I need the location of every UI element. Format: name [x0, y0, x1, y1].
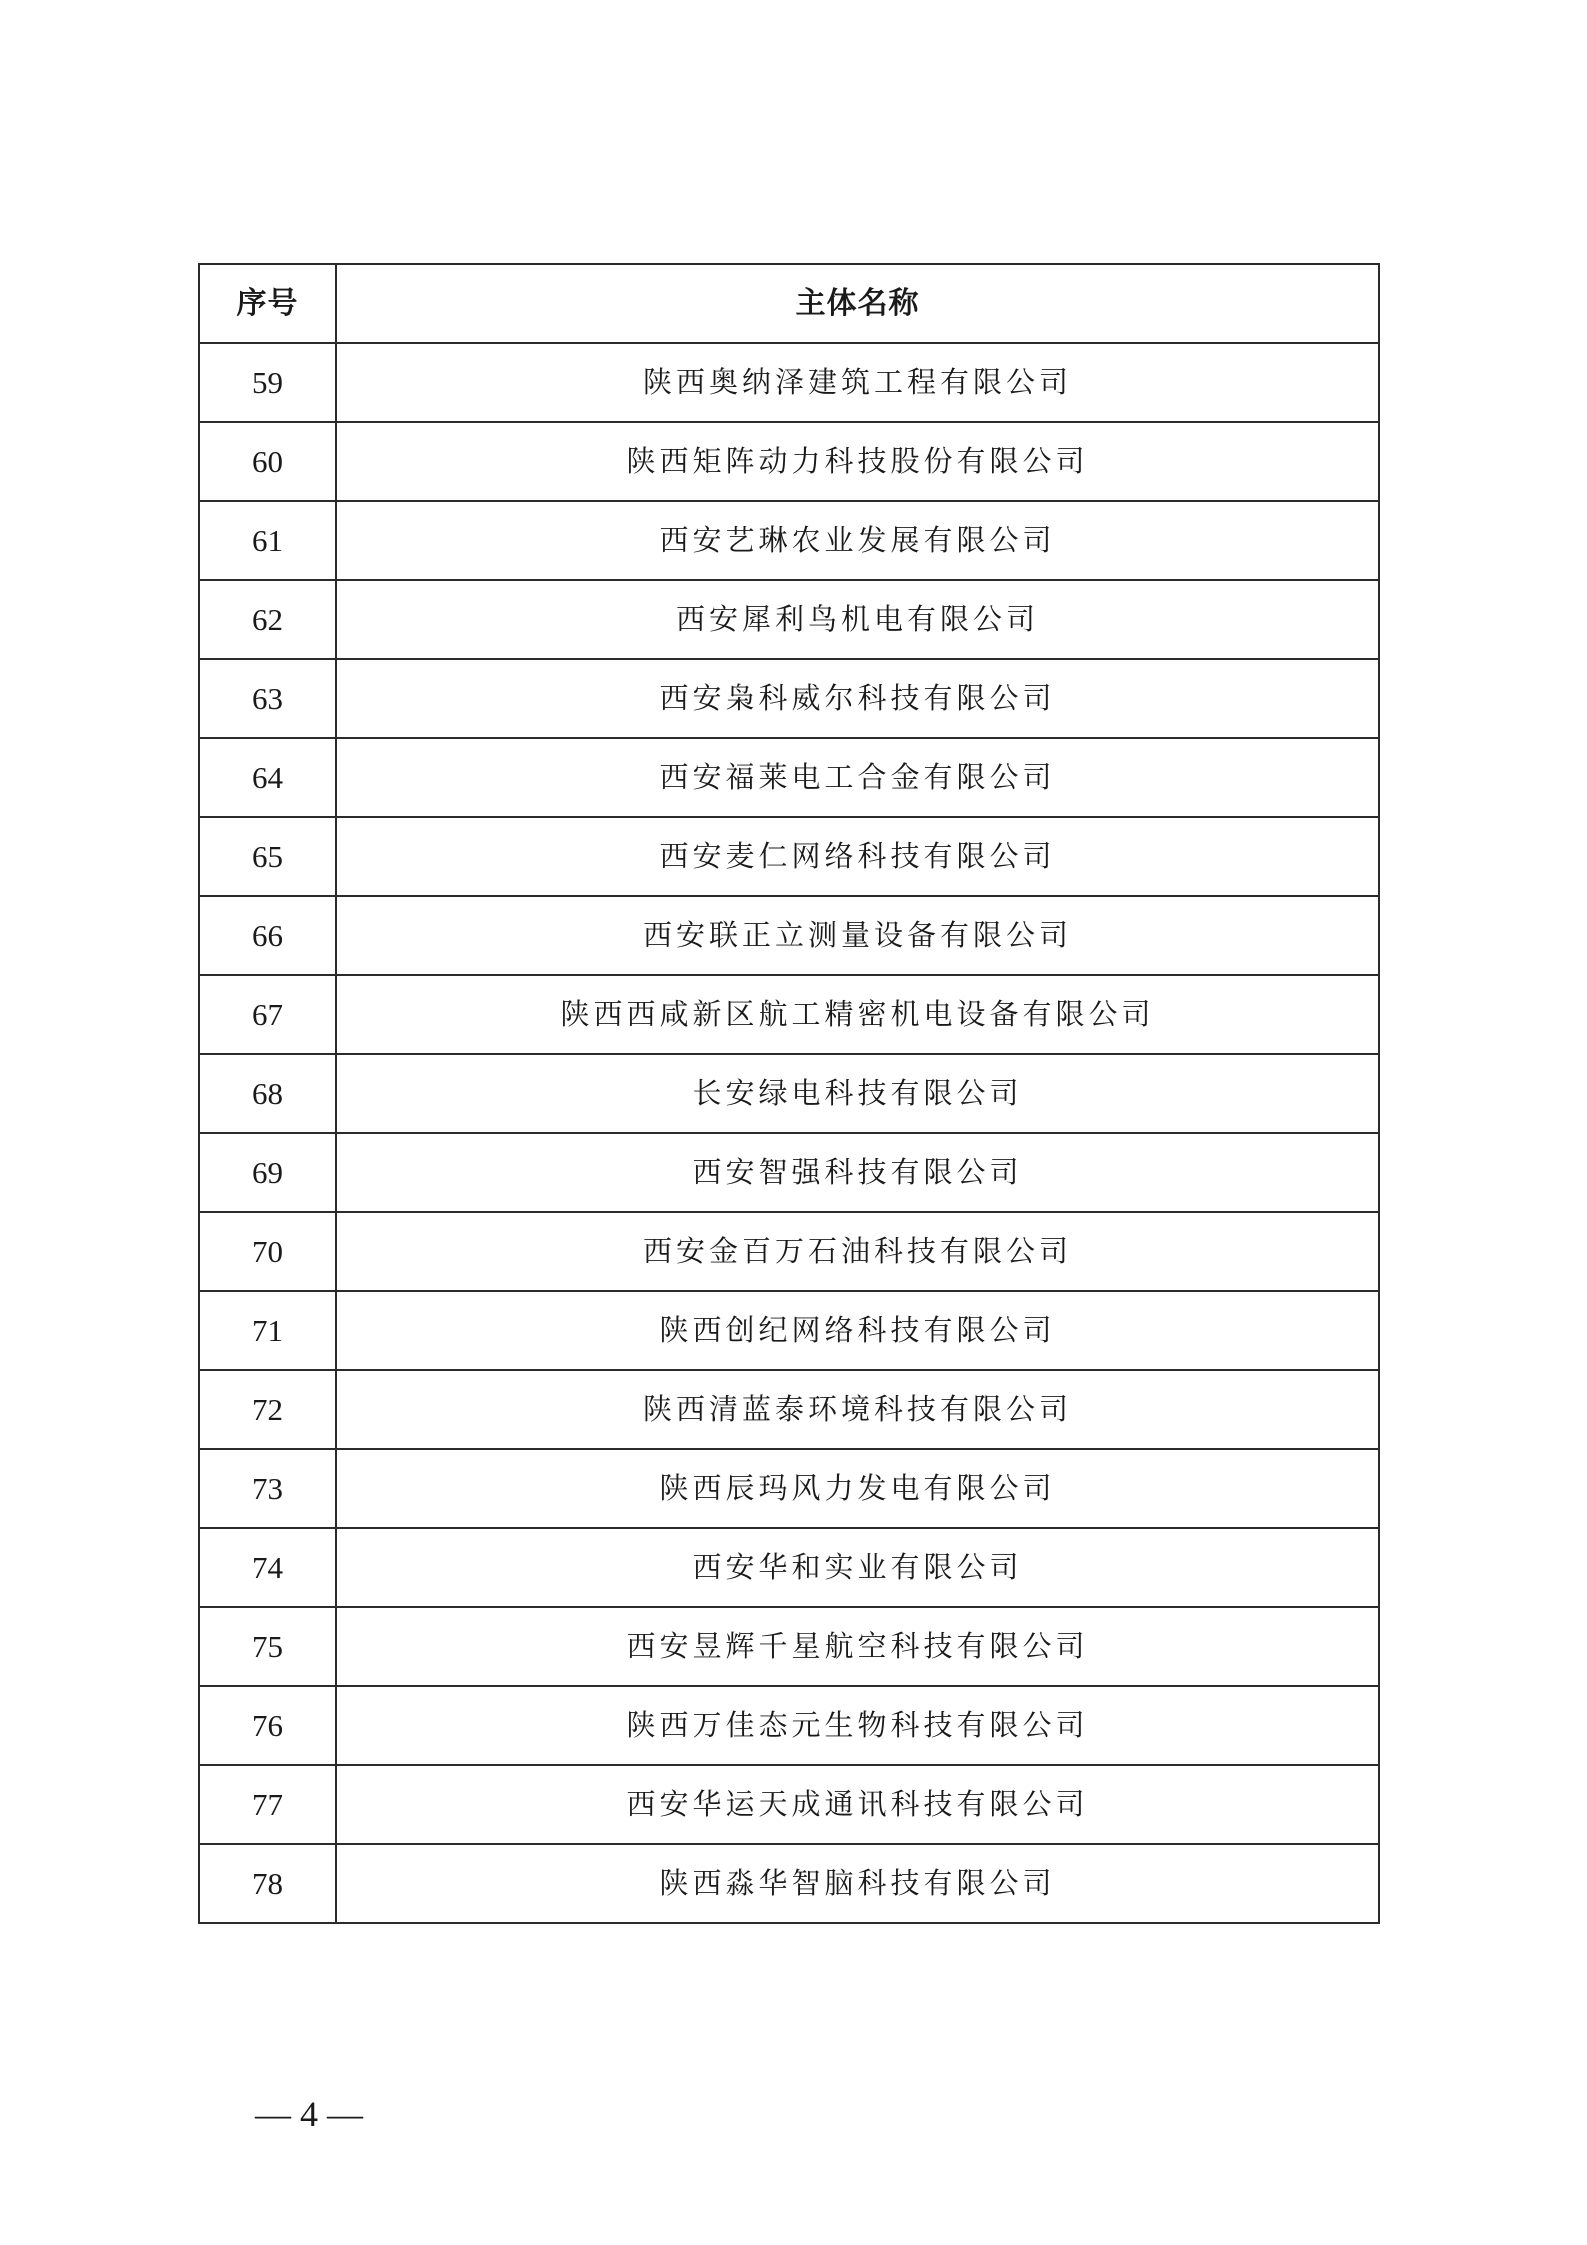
row-name: 陕西西咸新区航工精密机电设备有限公司 — [336, 975, 1379, 1054]
row-index: 74 — [199, 1528, 336, 1607]
row-index: 76 — [199, 1686, 336, 1765]
table-row — [199, 501, 1379, 580]
row-name: 长安绿电科技有限公司 — [336, 1054, 1379, 1133]
row-name: 西安犀利鸟机电有限公司 — [336, 580, 1379, 659]
row-index: 69 — [199, 1133, 336, 1212]
row-name: 陕西矩阵动力科技股份有限公司 — [336, 422, 1379, 501]
row-index: 61 — [199, 501, 336, 580]
row-index: 67 — [199, 975, 336, 1054]
row-name: 陕西辰玛风力发电有限公司 — [336, 1449, 1379, 1528]
row-name: 西安华和实业有限公司 — [336, 1528, 1379, 1607]
row-index: 63 — [199, 659, 336, 738]
row-name: 西安华运天成通讯科技有限公司 — [336, 1765, 1379, 1844]
row-name: 西安联正立测量设备有限公司 — [336, 896, 1379, 975]
row-index: 60 — [199, 422, 336, 501]
header-index: 序号 — [199, 264, 336, 343]
table-row — [199, 1528, 1379, 1607]
row-index: 64 — [199, 738, 336, 817]
table-row — [199, 422, 1379, 501]
row-name: 西安麦仁网络科技有限公司 — [336, 817, 1379, 896]
row-name: 陕西淼华智脑科技有限公司 — [336, 1844, 1379, 1923]
row-index: 71 — [199, 1291, 336, 1370]
table-row — [199, 1449, 1379, 1528]
row-index: 72 — [199, 1370, 336, 1449]
row-name: 西安艺琳农业发展有限公司 — [336, 501, 1379, 580]
table-row — [199, 1844, 1379, 1923]
table-row — [199, 1212, 1379, 1291]
table-row — [199, 343, 1379, 422]
table-row — [199, 1133, 1379, 1212]
row-name: 西安智强科技有限公司 — [336, 1133, 1379, 1212]
header-name: 主体名称 — [336, 264, 1379, 343]
row-name: 西安福莱电工合金有限公司 — [336, 738, 1379, 817]
table-row — [199, 1291, 1379, 1370]
table-row — [199, 896, 1379, 975]
table-header — [199, 264, 1379, 343]
table-row — [199, 1054, 1379, 1133]
row-index: 59 — [199, 343, 336, 422]
table-row — [199, 975, 1379, 1054]
row-name: 西安金百万石油科技有限公司 — [336, 1212, 1379, 1291]
table-row — [199, 1765, 1379, 1844]
table-row — [199, 1686, 1379, 1765]
row-index: 70 — [199, 1212, 336, 1291]
table-row — [199, 817, 1379, 896]
row-index: 66 — [199, 896, 336, 975]
header-row — [199, 264, 1379, 343]
company-list-table — [198, 263, 1380, 1924]
row-name: 陕西创纪网络科技有限公司 — [336, 1291, 1379, 1370]
row-index: 73 — [199, 1449, 336, 1528]
row-name: 陕西万佳态元生物科技有限公司 — [336, 1686, 1379, 1765]
table-row — [199, 659, 1379, 738]
row-name: 西安昱辉千星航空科技有限公司 — [336, 1607, 1379, 1686]
row-name: 西安枭科威尔科技有限公司 — [336, 659, 1379, 738]
row-index: 62 — [199, 580, 336, 659]
row-index: 78 — [199, 1844, 336, 1923]
page-number: — 4 — — [255, 2094, 363, 2134]
row-name: 陕西清蓝泰环境科技有限公司 — [336, 1370, 1379, 1449]
table-row — [199, 1607, 1379, 1686]
table-row — [199, 1370, 1379, 1449]
table-row — [199, 580, 1379, 659]
row-index: 75 — [199, 1607, 336, 1686]
row-index: 68 — [199, 1054, 336, 1133]
row-index: 77 — [199, 1765, 336, 1844]
table-body — [199, 343, 1379, 1923]
row-index: 65 — [199, 817, 336, 896]
row-name: 陕西奥纳泽建筑工程有限公司 — [336, 343, 1379, 422]
table-row — [199, 738, 1379, 817]
